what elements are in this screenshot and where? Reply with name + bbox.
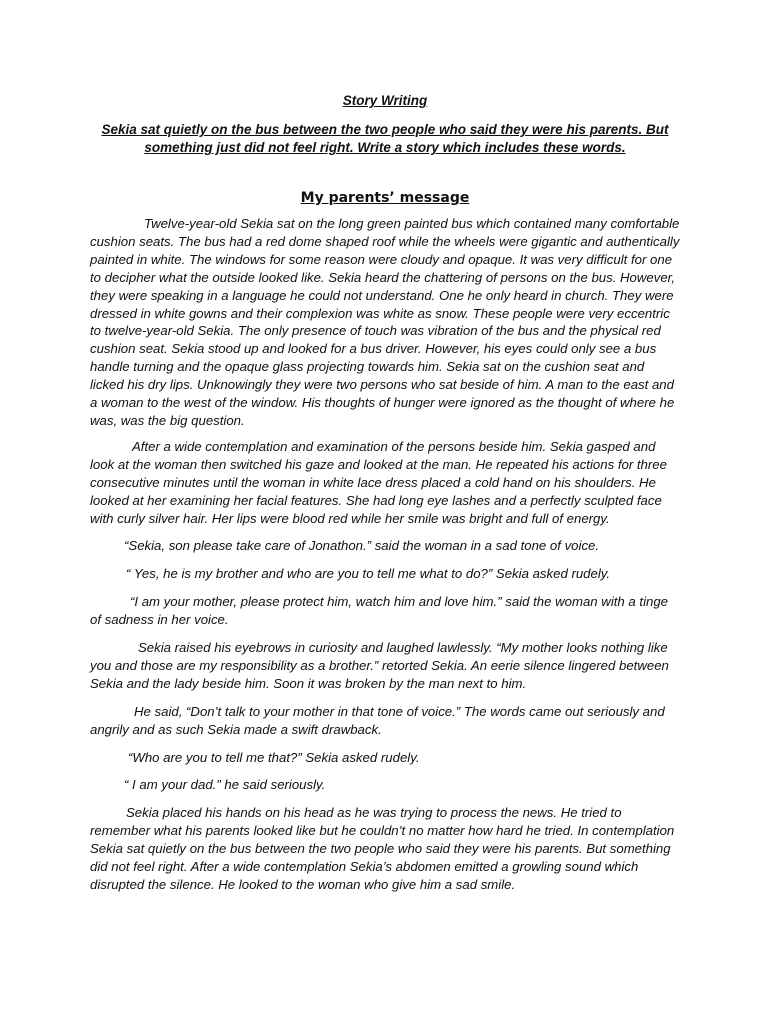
- story-paragraph-2: After a wide contemplation and examination of the persons beside him. Sekia gasped and look at the woman then switched his gaze and looked at the man. He repeated his actions for three consecutive minutes until the woman in white lace dress placed a cold hand on his shoulders. He looked at her examining her facial features. She had long eye lashes and a perfectly sculpted face with curly silver hair. Her lips were blood red while her smile was bright and full of energy.: [90, 438, 667, 526]
- story-title: My parents’ message: [300, 190, 470, 206]
- story-paragraph-10: Sekia placed his hands on his head as he was trying to process the news. He tried to remember what his parents looked like but he couldn’t no matter how hard he tried. In contemplation Sekia sat quietly on the bus between the two people who said they were his parents. But something did not feel right. After a wide contemplation Sekia’s abdomen emitted a growling sound which disrupted the silence. He looked to the woman who give him a sad smile.: [90, 805, 675, 892]
- story-paragraph-9: “ I am your dad.” he said seriously.: [124, 777, 326, 793]
- story-paragraph-1: Twelve-year-old Sekia sat on the long green painted bus which contained many comfortable cushion seats. The bus had a red dome shaped roof while the wheels were gigantic and authentically painted in white. The windows for some reason were cloudy and opaque. It was very difficult for one to decipher what the outside looked like. Sekia heard the chattering of persons on the bus. However, they were speaking in a language he could not understand. One he only heard in church. They were dressed in white gowns and their complexion was white as snow. These people were very eccentric to twelve-year-old Sekia. The only presence of touch was vibration of the bus and the physical red cushion seat. Sekia stood up and looked for a bus driver. However, his eyes could only see a bus handle turning and the opaque glass projecting towards him. Sekia sat on the cushion seat and licked his dry lips. Unknowingly they were two persons who sat beside of him. A man to the east and a woman to the west of the window. His thoughts of hunger were ignored as the thought of where he was, was the big question.: [90, 216, 680, 428]
- document-heading: Story Writing: [342, 93, 428, 108]
- story-paragraph-4: “ Yes, he is my brother and who are you to tell me what to do?” Sekia asked rudely.: [126, 566, 611, 582]
- story-paragraph-6: Sekia raised his eyebrows in curiosity and laughed lawlessly. “My mother looks nothing like you and those are my responsibility as a brother.” retorted Sekia. An eerie silence lingered between Sekia and the lady beside him. Soon it was broken by the man next to him.: [90, 640, 669, 691]
- document-page: [90, 92, 680, 894]
- story-paragraph-8: “Who are you to tell me that?” Sekia asked rudely.: [128, 749, 420, 765]
- story-paragraph-5: “I am your mother, please protect him, watch him and love him.” said the woman with a tinge of sadness in her voice.: [90, 594, 669, 628]
- story-paragraph-7: He said, “Don’t talk to your mother in that tone of voice.” The words came out seriously and angrily and as such Sekia made a swift drawback.: [90, 703, 665, 737]
- story-paragraph-3: “Sekia, son please take care of Jonathon.” said the woman in a sad tone of voice.: [124, 538, 600, 554]
- writing-prompt: Sekia sat quietly on the bus between the two people who said they were his parents. But something just did not feel right. Write a story which includes these words.: [101, 122, 669, 155]
